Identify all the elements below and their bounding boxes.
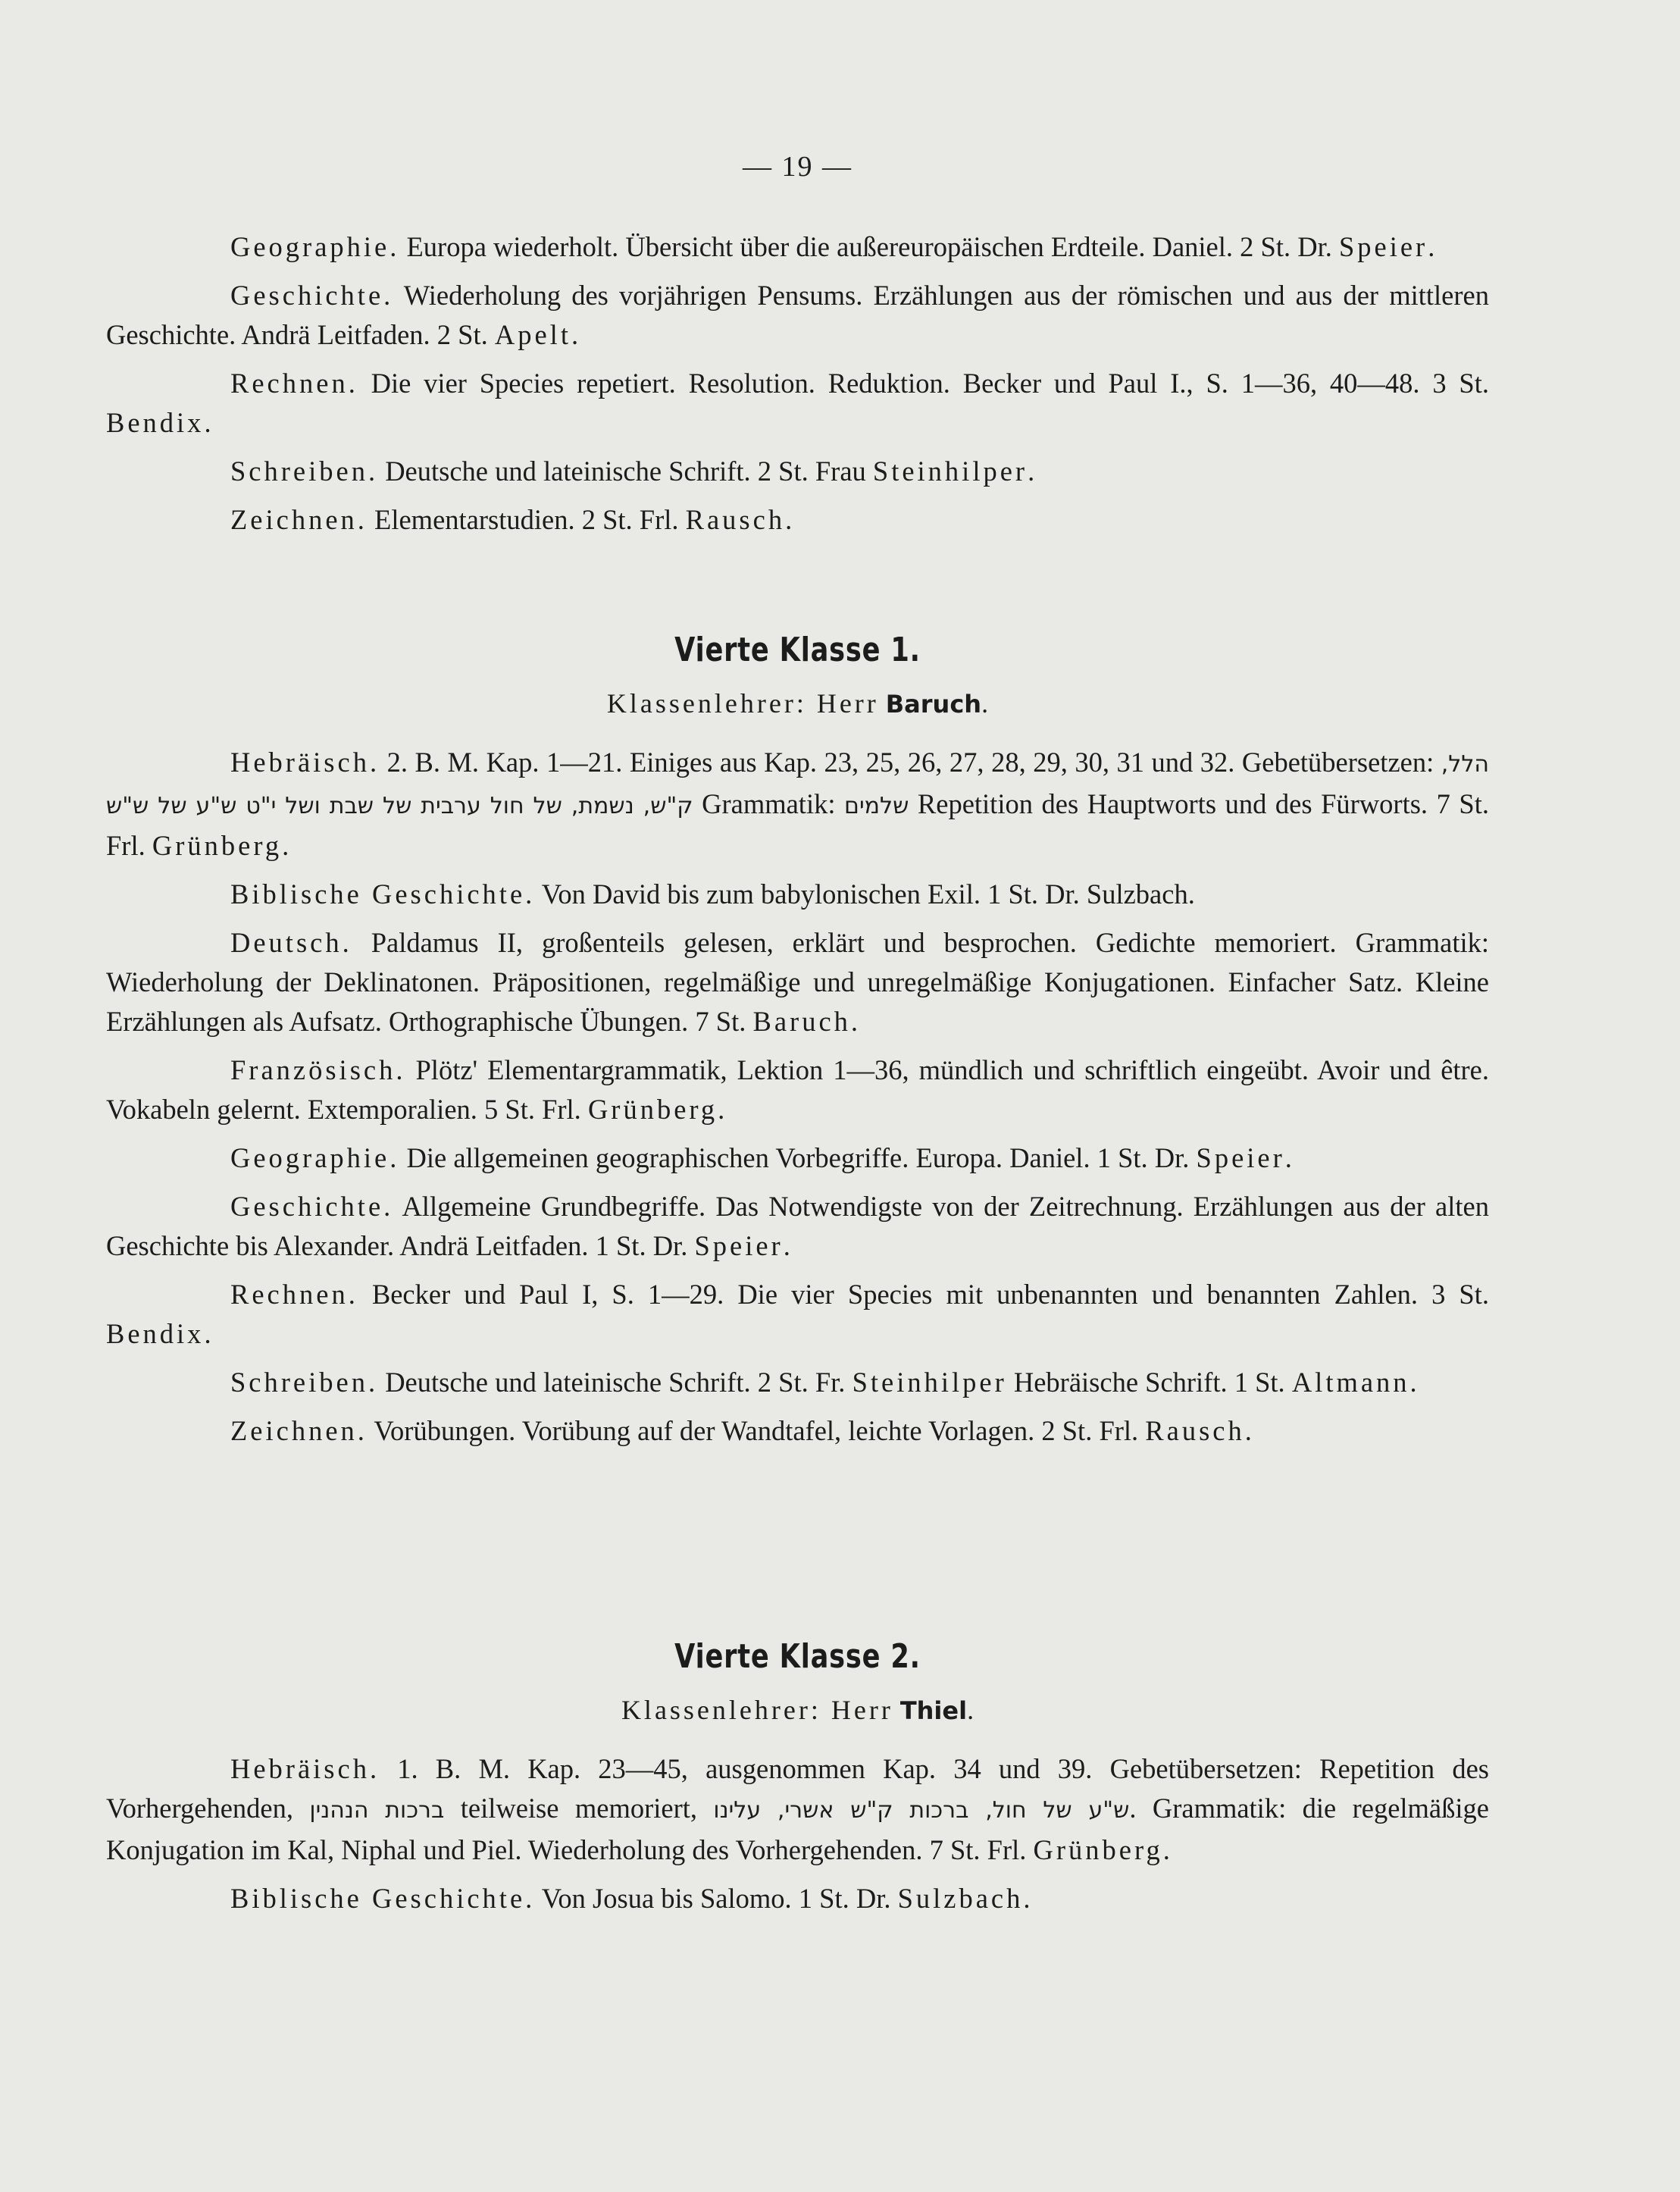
teacher-name: Grünberg xyxy=(587,1094,718,1125)
class-teacher-name: Thiel xyxy=(899,1696,968,1725)
entry-text: Allgemeine Grundbegriffe. Das Notwendigste von der Zeitrechnung. Erzählungen aus der alten Geschichte bis Alexander. Andrä Leitfaden. 1 St. Dr. xyxy=(106,1191,1489,1261)
entry-geographie: Geographie. Die allgemeinen geographischen Vorbegriffe. Europa. Daniel. 1 St. Dr. Speier. xyxy=(230,1142,1292,1173)
entry-text: Wiederholung des vorjährigen Pensums. Erzählungen aus der römischen und aus der mittleren Geschichte. Andrä Leitfaden. 2 St. xyxy=(106,280,1489,350)
class-teacher-line: Klassenlehrer: Herr Thiel. xyxy=(621,1695,975,1725)
subject-label: Rechnen. xyxy=(230,368,358,399)
class-teacher-label: Klassenlehrer: Herr xyxy=(606,688,879,719)
entry-text: Elementarstudien. 2 St. Frl. xyxy=(374,504,686,535)
subject-label: Schreiben. xyxy=(230,456,379,487)
section-klasse-2 xyxy=(106,1637,1489,1730)
upper-section xyxy=(106,227,1489,540)
entry-biblische-geschichte: Biblische Geschichte. Von Josua bis Salomo. 1 St. Dr. Sulzbach. xyxy=(230,1883,1031,1914)
entry-text: Repetition des Hauptworts und des Fürworts. 7 St. Frl. xyxy=(106,788,1489,861)
teacher-name: Sulzbach xyxy=(1086,878,1188,910)
subject-label: Biblische Geschichte. xyxy=(230,878,536,910)
subject-label: Geographie. xyxy=(230,1142,400,1173)
subject-label: Rechnen. xyxy=(230,1279,358,1310)
teacher-name: Rausch xyxy=(1145,1415,1245,1446)
entry-text: Von David bis zum babylonischen Exil. 1 St. Dr. xyxy=(541,878,1087,910)
klasse-2-entries xyxy=(106,1749,1489,1918)
entry-biblische-geschichte: Biblische Geschichte. Von David bis zum babylonischen Exil. 1 St. Dr. Sulzbach. xyxy=(230,878,1195,910)
subject-label: Hebräisch. xyxy=(230,747,380,778)
entry-rechnen: Rechnen. Becker und Paul I, S. 1—29. Die vier Species mit unbenannten und benannten Zahlen. 3 St. Bendix. xyxy=(106,1279,1489,1349)
teacher-name: Speier xyxy=(1196,1142,1285,1173)
section-title: Vierte Klasse 1. xyxy=(674,631,921,669)
teacher-name: Grünberg xyxy=(1033,1834,1163,1865)
subject-label: Deutsch. xyxy=(230,927,352,958)
entry-text: Hebräische Schrift. 1 St. xyxy=(1006,1367,1292,1398)
teacher-name: Steinhilper xyxy=(852,1367,1007,1398)
teacher-name: Bendix xyxy=(106,1318,205,1349)
subject-label: Hebräisch. xyxy=(230,1753,380,1784)
entry-hebraeisch: Hebräisch. 1. B. M. Kap. 23—45, ausgenommen Kap. 34 und 39. Gebetübersetzen: Repetition des Vorhergehenden, ברכות הנהנין teilweise memoriert, ש"ע של חול, ברכות ק"ש אשרי, עלינו. Grammatik: die regelmäßige Konjugation im Kal, Niphal und Piel. Wiederholung des Vorhergehenden. 7 St. Frl. Grünberg. xyxy=(106,1753,1489,1865)
teacher-name: Apelt xyxy=(494,319,571,350)
teacher-name: Steinhilper xyxy=(872,456,1028,487)
subject-label: Biblische Geschichte. xyxy=(230,1883,536,1914)
entry-geschichte: Geschichte. Allgemeine Grundbegriffe. Das Notwendigste von der Zeitrechnung. Erzählungen aus der alten Geschichte bis Alexander. Andrä Leitfaden. 1 St. Dr. Speier. xyxy=(106,1191,1489,1261)
subject-label: Geschichte. xyxy=(230,280,394,311)
subject-label: Geschichte. xyxy=(230,1191,394,1222)
entry-zeichnen: Zeichnen. Vorübungen. Vorübung auf der Wandtafel, leichte Vorlagen. 2 St. Frl. Rausch. xyxy=(230,1415,1252,1446)
entry-text: 2. B. M. Kap. 1—21. Einiges aus Kap. 23, 25, 26, 27, 28, 29, 30, 31 und 32. Gebetübersetzen: xyxy=(386,747,1441,778)
subject-label: Schreiben. xyxy=(230,1367,379,1398)
subject-label: Französisch. xyxy=(230,1054,406,1085)
entry-text: . Grammatik: die regelmäßige Konjugation im Kal, Niphal und Piel. Wiederholung des Vorhergehenden. 7 St. Frl. xyxy=(106,1793,1489,1865)
teacher-name: Baruch xyxy=(752,1006,851,1037)
teacher-name: Rausch xyxy=(685,504,786,535)
entry-text: Deutsche und lateinische Schrift. 2 St. Frau xyxy=(385,456,873,487)
subject-label: Zeichnen. xyxy=(230,504,368,535)
entry-hebraeisch: Hebräisch. 2. B. M. Kap. 1—21. Einiges aus Kap. 23, 25, 26, 27, 28, 29, 30, 31 und 32. Gebetübersetzen: הלל, ק"ש, נשמת, של חול ערבית של שבת ושל י"ט ש"ע של ש"ש Grammatik: שלמים Repetition des Hauptworts und des Fürworts. 7 St. Frl. Grünberg. xyxy=(106,747,1489,861)
class-teacher-name: Baruch xyxy=(885,690,982,719)
class-teacher-label: Klassenlehrer: Herr xyxy=(621,1695,893,1725)
entry-text: Europa wiederholt. Übersicht über die außereuropäischen Erdteile. Daniel. 2 St. Dr. xyxy=(406,231,1339,262)
teacher-name: Speier xyxy=(694,1230,784,1261)
entry-text: teilweise memoriert, xyxy=(444,1793,714,1824)
teacher-name: Altmann xyxy=(1291,1367,1410,1398)
entry-zeichnen: Zeichnen. Elementarstudien. 2 St. Frl. Rausch. xyxy=(230,504,793,535)
teacher-name: Sulzbach xyxy=(897,1883,1024,1914)
section-title: Vierte Klasse 2. xyxy=(674,1637,921,1676)
entry-geographie: Geographie. Europa wiederholt. Übersicht über die außereuropäischen Erdteile. Daniel. 2 St. Dr. Speier. xyxy=(230,231,1435,262)
teacher-name: Grünberg xyxy=(152,830,283,861)
entry-schreiben: Schreiben. Deutsche und lateinische Schrift. 2 St. Fr. Steinhilper Hebräische Schrift. 1 St. Altmann. xyxy=(230,1367,1417,1398)
teacher-name: Speier xyxy=(1338,231,1428,262)
hebrew-text: ברכות הנהנין xyxy=(309,1797,445,1824)
page-number: — 19 — xyxy=(743,151,853,183)
entry-text: Die allgemeinen geographischen Vorbegriffe. Europa. Daniel. 1 St. Dr. xyxy=(406,1142,1197,1173)
section-klasse-1 xyxy=(106,631,1489,723)
entry-deutsch: Deutsch. Paldamus II, großenteils gelesen, erklärt und besprochen. Gedichte memoriert. Grammatik: Wiederholung der Deklinatonen. Präpositionen, regelmäßige und unregelmäßige Konjugationen. Einfacher Satz. Kleine Erzählungen als Aufsatz. Orthographische Übungen. 7 St. Baruch. xyxy=(106,927,1490,1037)
hebrew-text: ש"ע של חול, ברכות ק"ש אשרי, עלינו xyxy=(713,1797,1130,1824)
entry-text: Von Josua bis Salomo. 1 St. Dr. xyxy=(541,1883,898,1914)
entry-schreiben: Schreiben. Deutsche und lateinische Schrift. 2 St. Frau Steinhilper. xyxy=(230,456,1035,487)
entry-rechnen: Rechnen. Die vier Species repetiert. Resolution. Reduktion. Becker und Paul I., S. 1—36, 40—48. 3 St. Bendix. xyxy=(106,368,1489,438)
class-teacher-line: Klassenlehrer: Herr Baruch. xyxy=(606,688,989,719)
entry-text: Plötz' Elementargrammatik, Lektion 1—36, mündlich und schriftlich eingeübt. Avoir und être. Vokabeln gelernt. Extemporalien. 5 St. Frl. xyxy=(106,1054,1490,1125)
subject-label: Geographie. xyxy=(230,231,400,262)
hebrew-text: שלמים xyxy=(844,793,909,819)
entry-text: Grammatik: xyxy=(693,788,845,819)
entry-text: Vorübungen. Vorübung auf der Wandtafel, leichte Vorlagen. 2 St. Frl. xyxy=(374,1415,1146,1446)
entry-franzoesisch: Französisch. Plötz' Elementargrammatik, Lektion 1—36, mündlich und schriftlich eingeübt. Avoir und être. Vokabeln gelernt. Extemporalien. 5 St. Frl. Grünberg. xyxy=(106,1054,1490,1125)
entry-text: Die vier Species repetiert. Resolution. Reduktion. Becker und Paul I., S. 1—36, 40—48. 3 St. xyxy=(371,368,1489,399)
entry-text: Paldamus II, großenteils gelesen, erklärt und besprochen. Gedichte memoriert. Grammatik: Wiederholung der Deklinatonen. Präpositionen, regelmäßige und unregelmäßige Konjugationen. Einfacher Satz. Kleine Erzählungen als Aufsatz. Orthographische Übungen. 7 St. xyxy=(106,927,1490,1037)
entry-geschichte: Geschichte. Wiederholung des vorjährigen Pensums. Erzählungen aus der römischen und aus der mittleren Geschichte. Andrä Leitfaden. 2 St. Apelt. xyxy=(106,280,1489,350)
entry-text: 1. B. M. Kap. 23—45, ausgenommen Kap. 34 und 39. Gebetübersetzen: Repetition des Vorhergehenden, xyxy=(106,1753,1489,1824)
entry-text: Deutsche und lateinische Schrift. 2 St. Fr. xyxy=(385,1367,853,1398)
klasse-1-entries xyxy=(106,743,1489,1451)
teacher-name: Bendix xyxy=(106,407,205,438)
subject-label: Zeichnen. xyxy=(230,1415,368,1446)
entry-text: Becker und Paul I, S. 1—29. Die vier Species mit unbenannten und benannten Zahlen. 3 St. xyxy=(371,1279,1489,1310)
hebrew-text: הלל, ק"ש, נשמת, של חול ערבית של שבת ושל י"ט ש"ע של ש"ש xyxy=(106,751,1489,819)
